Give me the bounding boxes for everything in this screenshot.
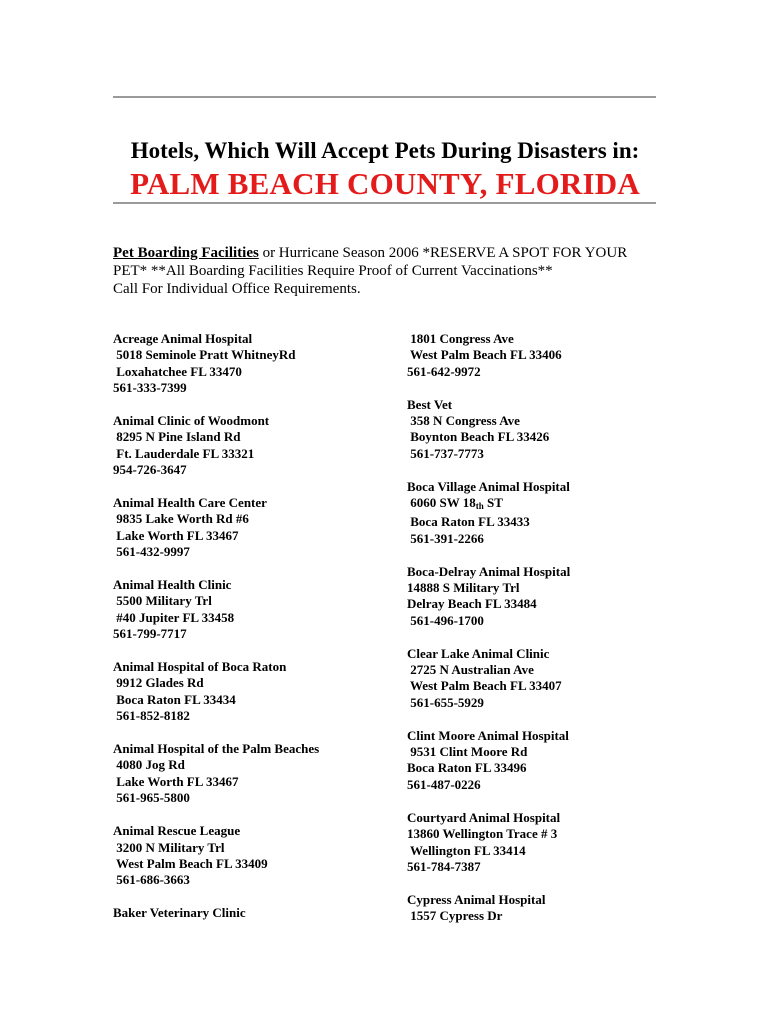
facility-name: Animal Health Clinic — [113, 577, 232, 593]
facility-phone: 561-432-9997 — [113, 544, 190, 560]
left-column — [113, 331, 383, 938]
facility-city: West Palm Beach FL 33406 — [407, 347, 562, 363]
facility-city: Delray Beach FL 33484 — [407, 596, 537, 612]
list-item — [113, 331, 383, 397]
facility-address: 14888 S Military Trl — [407, 580, 520, 596]
facility-name: Acreage Animal Hospital — [113, 331, 253, 346]
intro-line-1 — [113, 244, 658, 262]
facility-address: 8295 N Pine Island Rd — [113, 429, 241, 445]
facility-name: Courtyard Animal Hospital — [407, 809, 561, 825]
facility-phone: 561-333-7399 — [113, 380, 187, 396]
list-item — [407, 810, 667, 876]
facility-phone: 561-642-9972 — [407, 363, 481, 379]
facility-address: 9531 Clint Moore Rd — [407, 744, 528, 760]
list-item — [113, 905, 383, 921]
facility-city: Loxahatchee FL 33470 — [113, 363, 242, 379]
facility-address: 5018 Seminole Pratt WhitneyRd — [113, 347, 296, 363]
list-item — [407, 646, 667, 712]
facility-address: 9835 Lake Worth Rd #6 — [113, 511, 249, 527]
intro-line-1-rest: or Hurricane Season 2006 *RESERVE A SPOT FOR YOUR — [258, 245, 628, 261]
right-column — [407, 331, 667, 941]
facility-phone: 561-391-2266 — [407, 530, 484, 546]
facility-city: #40 Jupiter FL 33458 — [113, 609, 235, 625]
facility-city: Wellington FL 33414 — [407, 842, 526, 858]
list-item-continued — [407, 331, 667, 380]
address-street: ST — [483, 495, 503, 511]
facility-phone: 561-737-7773 — [407, 445, 484, 461]
list-item — [407, 479, 667, 548]
facility-name: Cypress Animal Hospital — [407, 891, 546, 907]
facility-name: Animal Hospital of the Palm Beaches — [113, 741, 320, 757]
facility-city: West Palm Beach FL 33409 — [113, 855, 268, 871]
list-item — [407, 728, 667, 794]
title-rule — [113, 202, 656, 204]
facility-city: Boca Raton FL 33433 — [407, 514, 530, 530]
facility-name: Best Vet — [407, 396, 453, 412]
facility-address: 358 N Congress Ave — [407, 413, 520, 429]
facility-city: Ft. Lauderdale FL 33321 — [113, 445, 255, 461]
facility-phone: 954-726-3647 — [113, 462, 187, 478]
facility-name: Boca Village Animal Hospital — [407, 478, 570, 494]
intro-lead: Pet Boarding Facilities — [113, 245, 259, 261]
facility-name: Clint Moore Animal Hospital — [407, 727, 569, 743]
intro-line-3: Call For Individual Office Requirements. — [113, 281, 361, 297]
facility-name: Animal Clinic of Woodmont — [113, 413, 270, 429]
facility-address: 3200 N Military Trl — [113, 839, 225, 855]
ordinal-suffix: th — [475, 501, 484, 512]
facility-address: 5500 Military Trl — [113, 593, 212, 609]
list-item — [407, 380, 667, 462]
list-item — [113, 659, 383, 725]
facility-address: 1801 Congress Ave — [407, 331, 514, 346]
facility-name: Clear Lake Animal Clinic — [407, 645, 550, 661]
facility-address: 13860 Wellington Trace # 3 — [407, 826, 558, 842]
facility-city: Boca Raton FL 33434 — [113, 691, 236, 707]
address-number: 6060 SW 18 — [407, 495, 476, 511]
list-item — [113, 495, 383, 561]
facility-phone: 561-487-0226 — [407, 776, 481, 792]
list-item — [407, 892, 667, 925]
list-item — [113, 577, 383, 643]
facility-name: Baker Veterinary Clinic — [113, 905, 246, 921]
facility-city: Boynton Beach FL 33426 — [407, 429, 550, 445]
list-item — [113, 413, 383, 479]
facility-address: 4080 Jog Rd — [113, 757, 185, 773]
facility-phone: 561-784-7387 — [407, 858, 481, 874]
facility-phone: 561-852-8182 — [113, 708, 190, 724]
facility-phone: 561-655-5929 — [407, 694, 484, 710]
facility-phone: 561-686-3663 — [113, 872, 190, 888]
top-rule — [113, 96, 656, 98]
document-title: Hotels, Which Will Accept Pets During Disasters in: — [130, 138, 640, 163]
facility-address: 1557 Cypress Dr — [407, 908, 503, 924]
facility-city: West Palm Beach FL 33407 — [407, 678, 562, 694]
list-item — [407, 564, 667, 630]
facility-name: Animal Health Care Center — [113, 495, 267, 511]
facility-name: Animal Rescue League — [113, 823, 241, 839]
facility-name: Boca-Delray Animal Hospital — [407, 563, 571, 579]
facility-phone: 561-799-7717 — [113, 626, 187, 642]
facility-name: Animal Hospital of Boca Raton — [113, 659, 287, 675]
facility-address: 9912 Glades Rd — [113, 675, 204, 691]
facility-address: 2725 N Australian Ave — [407, 662, 534, 678]
facility-address — [407, 495, 667, 514]
facility-phone: 561-965-5800 — [113, 790, 190, 806]
facility-city: Lake Worth FL 33467 — [113, 773, 239, 789]
facility-city: Lake Worth FL 33467 — [113, 527, 239, 543]
facility-city: Boca Raton FL 33496 — [407, 760, 527, 776]
list-item — [113, 741, 383, 807]
intro-line-2: PET* **All Boarding Facilities Require Proof of Current Vaccinations** — [113, 263, 553, 279]
intro-paragraph — [113, 244, 658, 298]
document-subtitle: PALM BEACH COUNTY, FLORIDA — [130, 166, 640, 201]
facility-phone: 561-496-1700 — [407, 612, 484, 628]
list-item — [113, 823, 383, 889]
